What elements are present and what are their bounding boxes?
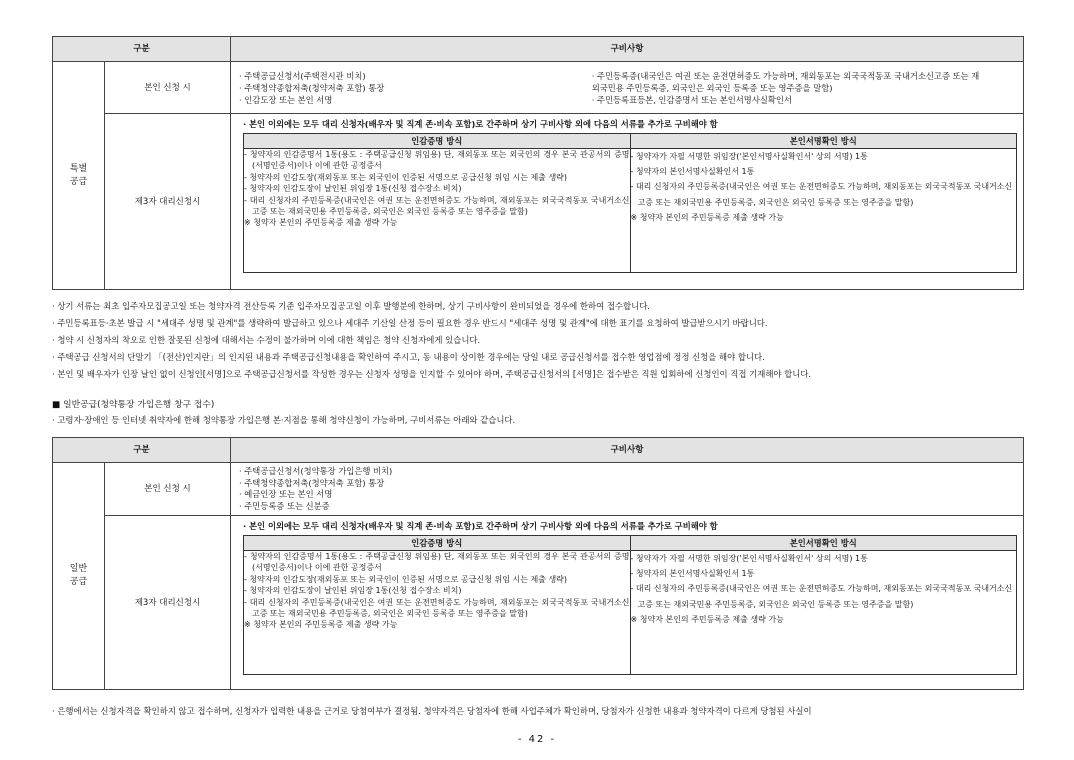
- page-number: - 42 -: [517, 734, 557, 745]
- list-item: - 청약자의 인감도장(재외동포 또는 외국인이 인증된 서명으로 공급신청 위임 시는 제출 생략): [244, 172, 568, 182]
- list-item: · 인감도장 또는 본인 서명: [239, 94, 333, 105]
- seal-method-list: [244, 149, 631, 273]
- self-apply-requirements: [231, 66, 1023, 110]
- list-item: - 청약자의 인감증명서 1통(용도 : 주택공급신청 위임용) 단, 재외동포 또는 외국인의 경우 본국 관공서의 증명(서명인증서)이나 이에 관한 공정증서: [244, 150, 630, 171]
- list-item: - 청약자가 자필 서명한 위임장('본인서명사실확인서' 상의 서명) 1통: [630, 152, 868, 161]
- note-line: · 본인 및 배우자가 인장 날인 없이 신청인[서명]으로 주택공급신청서를 작성한 경우는 신청자 성명을 인지할 수 있어야 하며, 주택공급신청서의 [서명]은 접수받은 직원 입회하에 신청인이 직접 기재해야 합니다.: [52, 369, 812, 379]
- list-item: - 대리 신청자의 주민등록증(내국인은 여권 또는 운전면허증도 가능하며, 재외동포는 외국국적동포 국내거소신고증 또는 재외국민용 주민등록증, 외국인은 외국인 등록증 또는 영주증을 말함): [244, 597, 630, 619]
- self-apply-list: [231, 464, 1023, 514]
- proxy-apply-label: 제3자 대리신청시: [105, 516, 231, 690]
- list-item: - 청약자의 본인서명사실확인서 1통: [630, 167, 755, 177]
- seal-method-header: 인감증명 방식: [244, 134, 631, 149]
- list-item: - 청약자의 인감증명서 1통(용도 : 주택공급신청 위임용) 단, 재외동포 또는 외국인의 경우 본국 관공서의 증명(서명인증서)이나 이에 관한 공정증서: [244, 552, 630, 573]
- seal-method-list: [244, 551, 631, 675]
- seal-method-header: 인감증명 방식: [244, 536, 631, 551]
- self-apply-label: 본인 신청 시: [105, 463, 231, 516]
- confirm-method-header: 본인서명확인 방식: [630, 134, 1017, 149]
- list-item: · 주택공급신청서(주택전시관 비치): [239, 70, 366, 81]
- list-item: · 주택청약종합저축(청약저축 포함) 통장: [239, 477, 385, 488]
- note-line: · 상기 서류는 최초 입주자모집공고일 또는 청약자격 전산등록 기준 입주자모집공고일 이후 발행분에 한하며, 상기 구비사항이 완비되었을 경우에 한하여 접수합니다.: [52, 301, 650, 311]
- list-item: - 청약자가 자필 서명한 위임장('본인서명사실확인서' 상의 서명) 1통: [630, 554, 868, 563]
- list-item: ※ 청약자 본인의 주민등록증 제출 생략 가능: [244, 218, 398, 228]
- list-item: - 청약자의 본인서명사실확인서 1통: [630, 569, 755, 579]
- table-header-row: [53, 37, 1024, 62]
- header-category: 구분: [53, 438, 231, 463]
- confirm-method-list: [630, 149, 1017, 273]
- list-item: - 대리 신청자의 주민등록증(내국인은 여권 또는 운전면허증도 가능하며, 재외동포는 외국국적동포 국내거소신고증 또는 재외국민용 주민등록증, 외국인은 외국인 등록증 또는 영주증을 말함): [630, 584, 1013, 609]
- list-item: · 주택청약종합저축(청약저축 포함) 통장: [239, 82, 385, 93]
- confirm-method-header: 본인서명확인 방식: [630, 536, 1017, 551]
- list-item: · 주민등록증(내국인은 여권 또는 운전면허증도 가능하며, 재외동포는 외국국적동포 국내거소신고증 또는 재: [591, 70, 980, 81]
- notes-section-2: [52, 703, 1027, 720]
- proxy-intro: · 본인 이외에는 모두 대리 신청자(배우자 및 직계 존·비속 포함)로 간주하며 상기 구비사항 외에 다음의 서류를 추가로 구비해야 함: [243, 521, 718, 531]
- proxy-methods-table: [243, 535, 1017, 675]
- list-item: - 청약자의 인감도장(재외동포 또는 외국인이 인증된 서명으로 공급신청 위임 시는 제출 생략): [244, 574, 568, 584]
- list-item: ※ 청약자 본인의 주민등록증 제출 생략 가능: [244, 620, 398, 630]
- header-category: 구분: [53, 37, 231, 62]
- list-item: - 대리 신청자의 주민등록증(내국인은 여권 또는 운전면허증도 가능하며, 재외동포는 외국국적동포 국내거소신고증 또는 재외국민용 주민등록증, 외국인은 외국인 등록증 또는 영주증을 말함): [630, 182, 1013, 207]
- list-item: ※ 청약자 본인의 주민등록증 제출 생략 가능: [630, 614, 784, 624]
- section2-note: · 고령자·장애인 등 인터넷 취약자에 한해 청약통장 가입은행 본·지점을 통해 청약신청이 가능하며, 구비서류는 아래와 같습니다.: [52, 415, 516, 425]
- self-right-list: [592, 70, 1015, 106]
- category-label: 일반 공급: [53, 463, 105, 690]
- note-line: · 청약 시 신청자의 착오로 인한 잘못된 신청에 대해서는 수정이 불가하며 이에 대한 책임은 청약 신청자에게 있습니다.: [52, 335, 481, 345]
- section2-title: ■ 일반공급(청약통장 가입은행 창구 접수): [52, 400, 215, 410]
- category-label: 특별 공급: [53, 62, 105, 290]
- table-header-row: [53, 438, 1024, 463]
- header-requirements: 구비사항: [231, 37, 1024, 62]
- note-line: · 은행에서는 신청자격을 확인하지 않고 접수하며, 신청자가 입력한 내용을 근거로 당첨여부가 결정됨. 청약자격은 당첨자에 한해 사업주체가 확인하며, 당첨자가 신청한 내용과 청약자격이 다르게 당첨된 사실이: [52, 706, 812, 716]
- header-requirements: 구비사항: [231, 438, 1024, 463]
- list-item: 외국민용 주민등록증, 외국인은 외국인 등록증 또는 영주증을 말함): [591, 82, 833, 93]
- self-apply-row: [53, 463, 1024, 516]
- proxy-intro: · 본인 이외에는 모두 대리 신청자(배우자 및 직계 존·비속 포함)로 간주하며 상기 구비사항 외에 다음의 서류를 추가로 구비해야 함: [243, 119, 718, 129]
- proxy-apply-label: 제3자 대리신청시: [105, 114, 231, 290]
- list-item: - 청약자의 인감도장이 날인된 위임장 1통(신청 접수장소 비치): [244, 184, 462, 194]
- self-left-list: [239, 70, 592, 106]
- list-item: · 예금인장 또는 본인 서명: [239, 489, 333, 499]
- proxy-apply-row: [53, 114, 1024, 290]
- general-supply-table: [52, 437, 1024, 690]
- note-line: · 주택공급 신청서의 단말기 「(전산)인지란」의 인지된 내용과 주택공급신청내용을 확인하여 주시고, 동 내용이 상이한 경우에는 당일 내로 공급신청서를 접수한 영업점에 정정 신청을 해야 합니다.: [52, 352, 765, 362]
- notes-section-1: [52, 298, 1027, 383]
- list-item: - 대리 신청자의 주민등록증(내국인은 여권 또는 운전면허증도 가능하며, 재외동포는 외국국적동포 국내거소신고증 또는 재외국민용 주민등록증, 외국인은 외국인 등록증 또는 영주증을 말함): [244, 195, 630, 217]
- note-line: · 주민등록표등·초본 발급 시 "세대주 성명 및 관계"를 생략하여 발급하고 있으나 세대주 기산일 산정 등이 필요한 경우 반드시 "세대주 성명 및 관계"에 대한 표기를 요청하여 발급받으시기 바랍니다.: [52, 318, 768, 328]
- proxy-apply-row: [53, 516, 1024, 690]
- list-item: · 주택공급신청서(청약통장 가입은행 비치): [239, 466, 393, 476]
- list-item: · 주민등록증 또는 신분증: [239, 500, 330, 511]
- self-apply-label: 본인 신청 시: [105, 62, 231, 114]
- list-item: - 청약자의 인감도장이 날인된 위임장 1통(신청 접수장소 비치): [244, 586, 462, 596]
- proxy-methods-table: [243, 133, 1017, 273]
- list-item: · 주민등록표등본, 인감증명서 또는 본인서명사실확인서: [591, 94, 792, 105]
- special-supply-table: [52, 36, 1024, 290]
- self-apply-row: [53, 62, 1024, 114]
- list-item: ※ 청약자 본인의 주민등록증 제출 생략 가능: [630, 212, 784, 222]
- confirm-method-list: [630, 551, 1017, 675]
